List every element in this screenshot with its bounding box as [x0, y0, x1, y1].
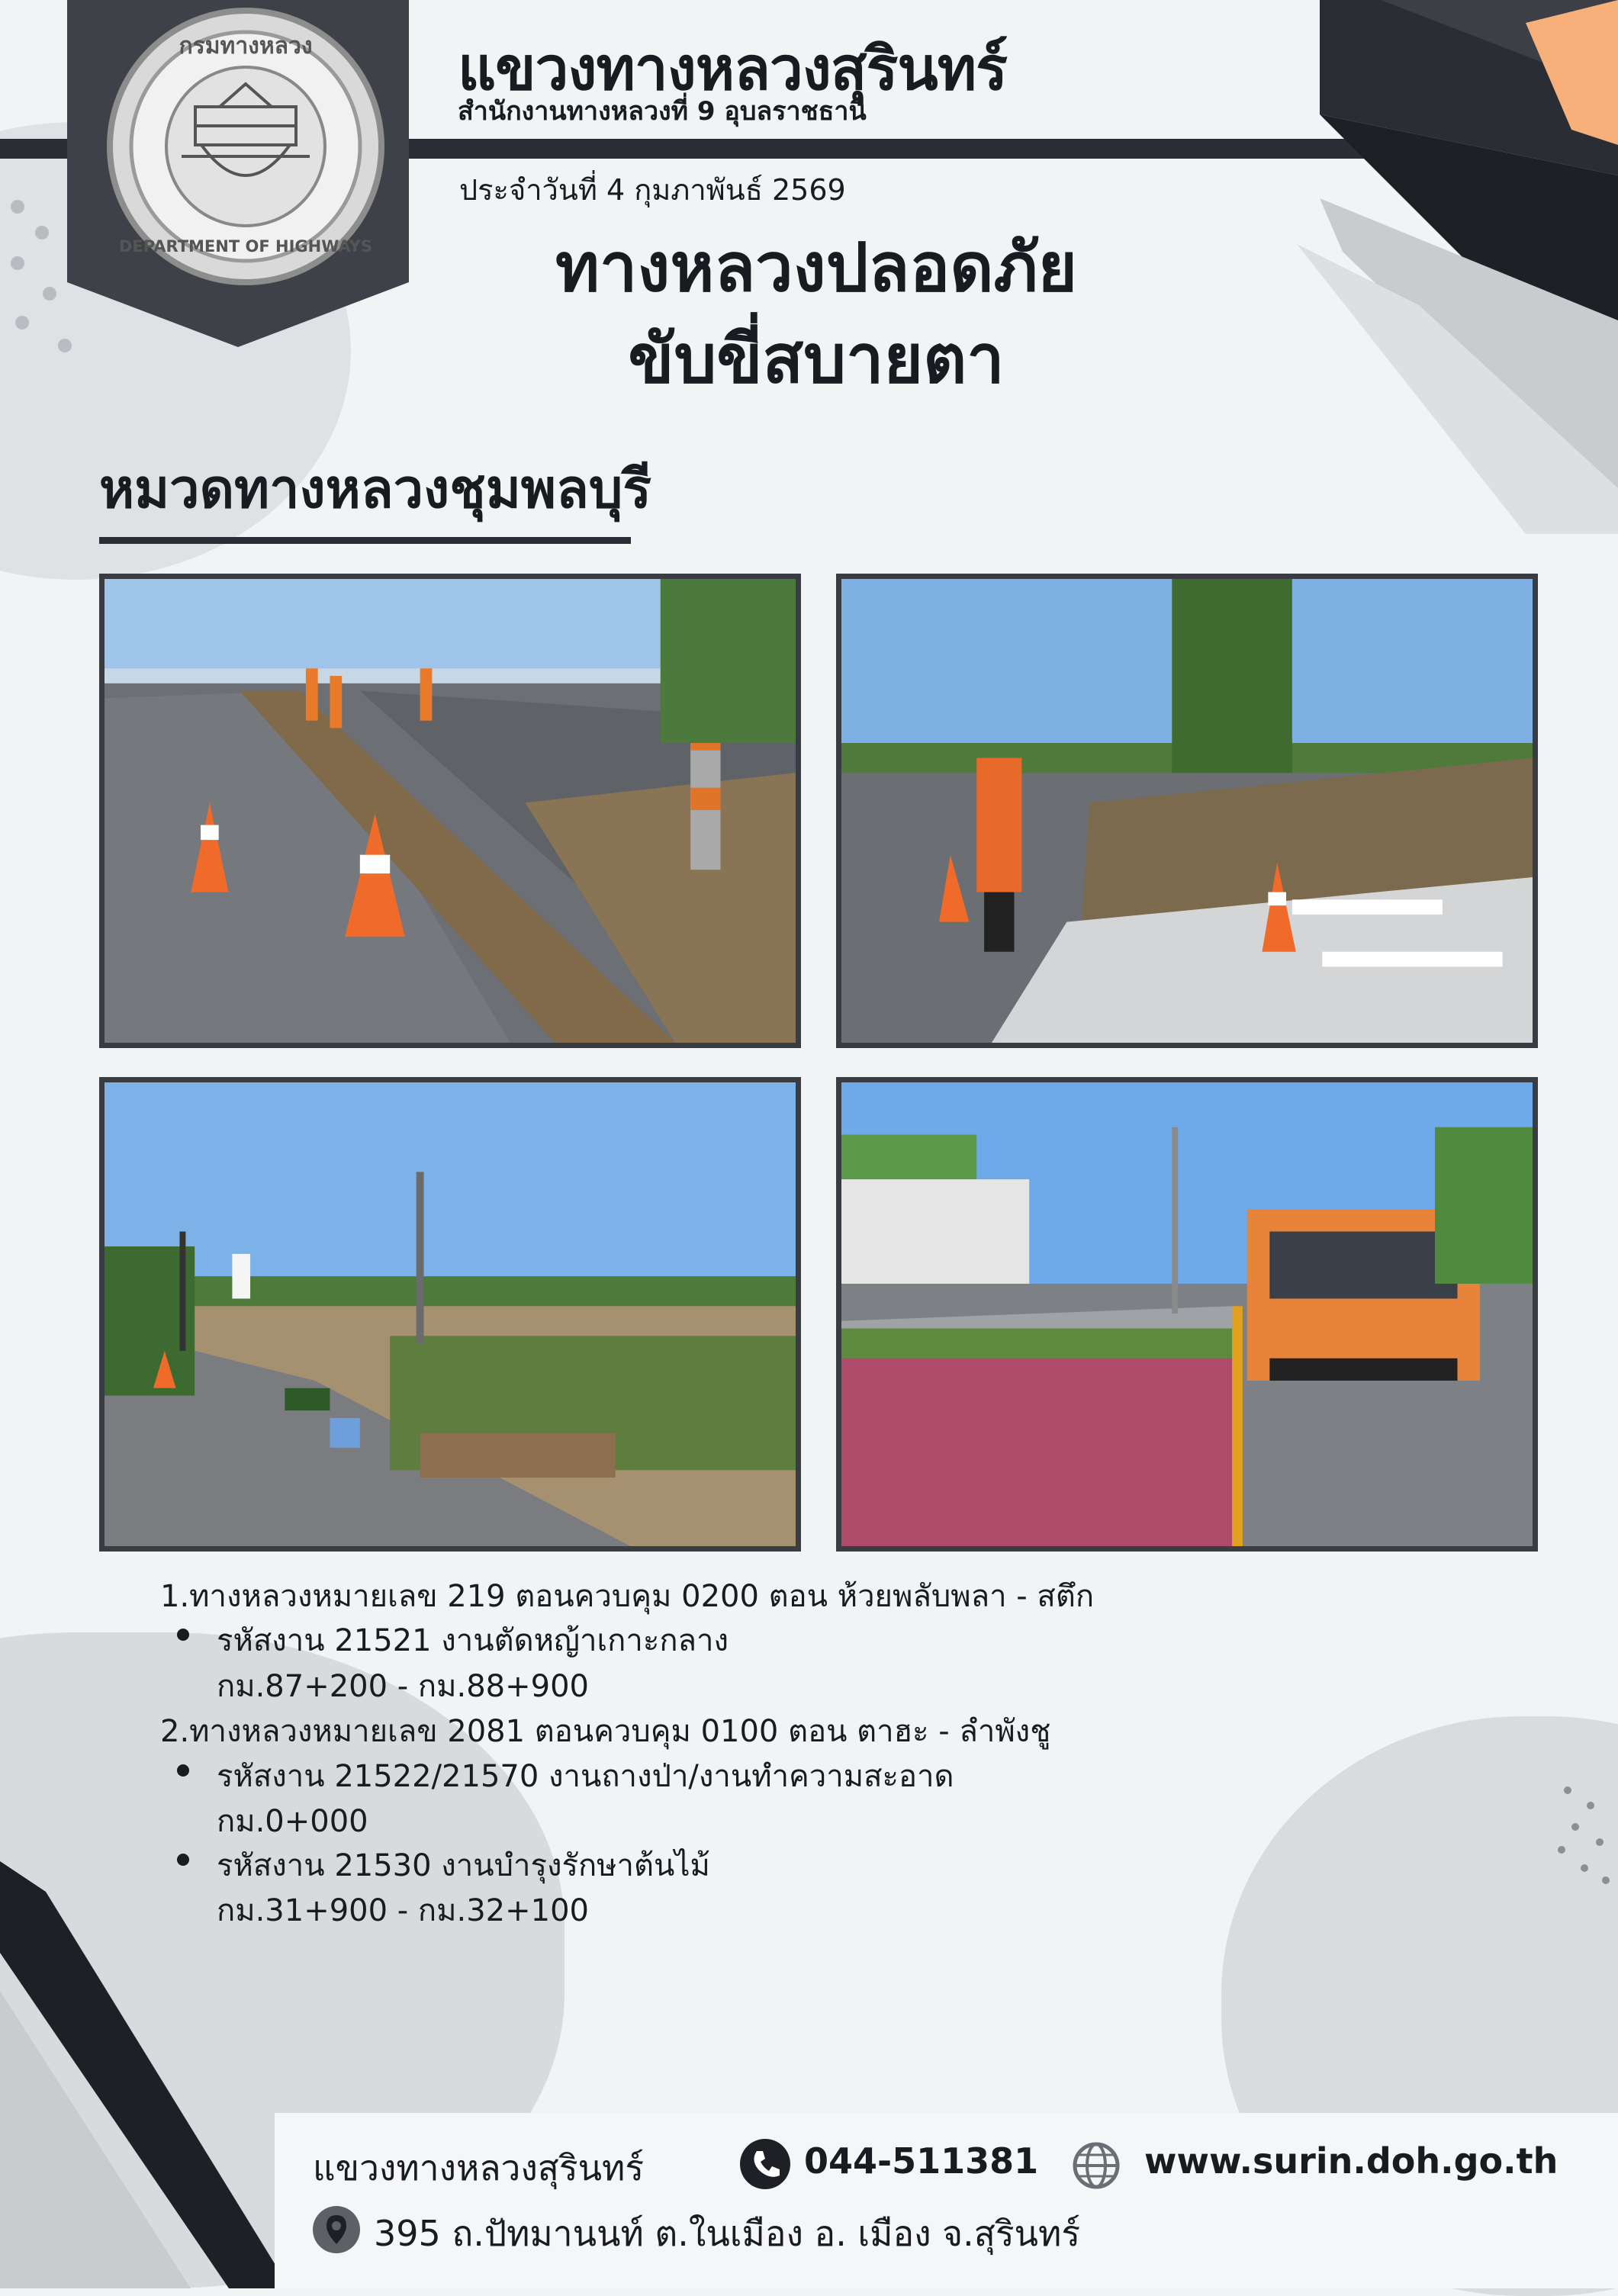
work-item-2-task-1: รหัสงาน 21522/21570 งานถางป่า/งานทำความสะอาด: [217, 1759, 954, 1794]
bullet-point: [177, 1854, 189, 1866]
decorative-dot: [1587, 1802, 1594, 1809]
section-underline: [99, 537, 631, 544]
work-item-2-title: 2.ทางหลวงหมายเลข 2081 ตอนควบคุม 0100 ตอน ตาฮะ - ลำพังชู: [160, 1714, 1051, 1749]
section-title: หมวดทางหลวงชุมพลบุรี: [99, 458, 651, 520]
bullet-point: [177, 1629, 189, 1641]
report-date: ประจำวันที่ 4 กุมภาพันธ์ 2569: [459, 173, 846, 207]
footer: [275, 2113, 1618, 2288]
work-item-1-title: 1.ทางหลวงหมายเลข 219 ตอนควบคุม 0200 ตอน ห้วยพลับพลา - สตึก: [160, 1579, 1095, 1614]
work-item-2-task-2: รหัสงาน 21530 งานบำรุงรักษาต้นไม้: [217, 1848, 710, 1883]
logo-text-top: กรมทางหลวง: [179, 33, 313, 59]
office-title: แขวงทางหลวงสุรินทร์: [458, 35, 1008, 104]
decorative-dot: [1602, 1876, 1610, 1884]
footer-office-name: แขวงทางหลวงสุรินทร์: [313, 2147, 645, 2188]
decorative-dot: [35, 226, 49, 240]
bullet-point: [177, 1764, 189, 1777]
decorative-dot: [1571, 1823, 1579, 1831]
decorative-dot: [15, 316, 29, 330]
work-item-1-km: กม.87+200 - กม.88+900: [217, 1669, 589, 1704]
decorative-dot: [1581, 1864, 1588, 1872]
footer-address: 395 ถ.ปัทมานนท์ ต.ในเมือง อ. เมือง จ.สุรินทร์: [374, 2213, 1081, 2254]
globe-icon: [1071, 2140, 1121, 2191]
office-subtitle: สำนักงานทางหลวงที่ 9 อุบลราชธานี: [458, 96, 867, 127]
decorative-stripes-top-right: [1297, 0, 1618, 534]
work-item-2-km-1: กม.0+000: [217, 1804, 368, 1839]
slogan-line-1: ทางหลวงปลอดภัย: [555, 228, 1078, 307]
decorative-dot: [1564, 1786, 1571, 1794]
department-of-highways-logo: [67, 0, 409, 347]
footer-website-link[interactable]: www.surin.doh.go.th: [1144, 2140, 1558, 2182]
decorative-dot: [1596, 1838, 1604, 1846]
work-item-1-task: รหัสงาน 21521 งานตัดหญ้าเกาะกลาง: [217, 1623, 729, 1658]
phone-icon: [740, 2139, 790, 2189]
decorative-dot: [11, 200, 24, 214]
footer-phone[interactable]: 044-511381: [804, 2140, 1039, 2182]
decorative-dot: [11, 256, 24, 270]
photo-workers-sweeping-median: [836, 574, 1538, 1048]
work-item-2-km-2: กม.31+900 - กม.32+100: [217, 1893, 589, 1928]
decorative-dot: [43, 287, 56, 301]
slogan-line-2: ขับขี่สบายตา: [628, 320, 1005, 398]
location-pin-icon: [313, 2206, 360, 2253]
photo-median-grass-cutting: [99, 574, 801, 1048]
decorative-dot: [1558, 1846, 1565, 1854]
logo-text-bottom: DEPARTMENT OF HIGHWAYS: [118, 237, 373, 256]
photo-tree-maintenance-truck: [836, 1077, 1538, 1552]
photo-roadside-clearing: [99, 1077, 801, 1552]
